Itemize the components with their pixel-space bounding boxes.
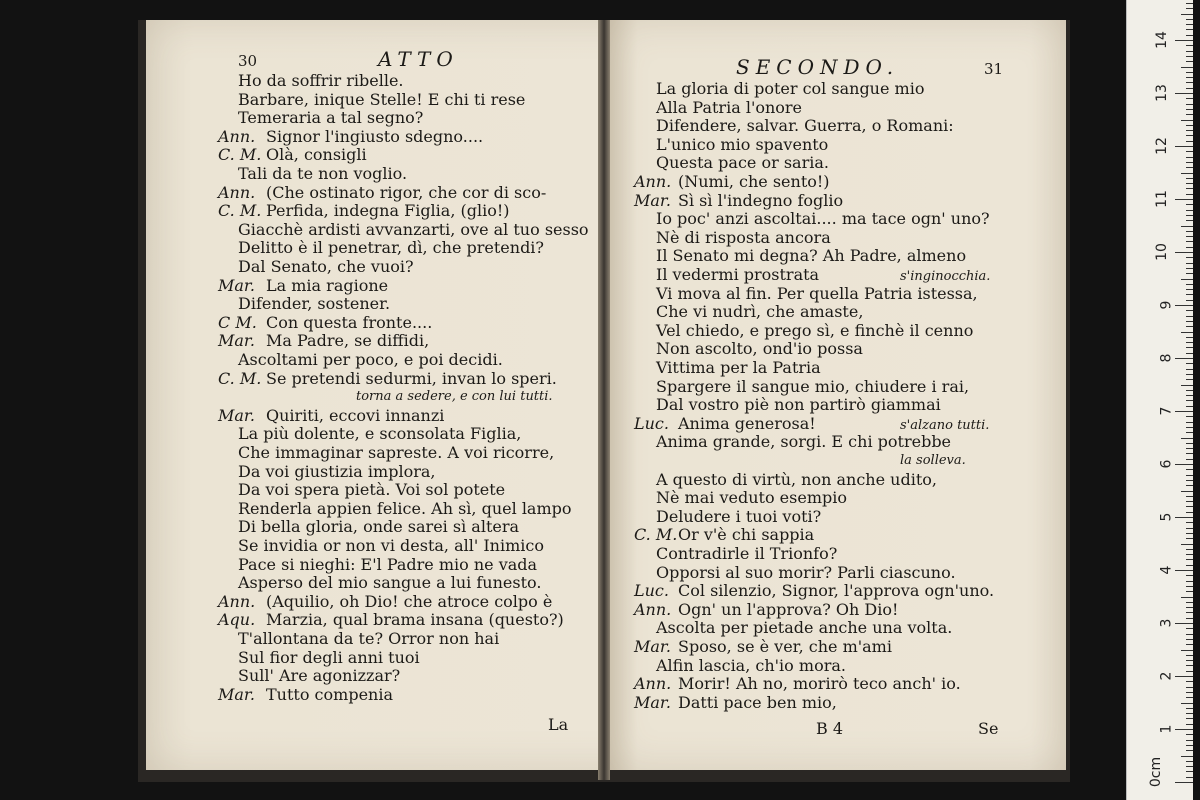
ruler-tick: [1186, 72, 1193, 73]
verse-line: Difender, sostener.: [238, 294, 391, 314]
verse-line: Di bella gloria, onde sarei sì altera: [238, 517, 520, 537]
ruler-tick: [1175, 252, 1193, 253]
verse-line: Il vedermi prostrata: [656, 265, 820, 284]
speaker-label: C. M.: [634, 525, 678, 545]
ruler-tick: [1186, 114, 1193, 115]
ruler-unit-label: 0cm: [1147, 756, 1164, 788]
ruler-tick: [1186, 665, 1193, 666]
speaker-label: C. M.: [218, 145, 262, 165]
ruler-tick: [1181, 544, 1193, 545]
ruler-tick: [1186, 475, 1193, 476]
verse-line: Che vi nudrì, che amaste,: [656, 302, 864, 322]
ruler-tick: [1186, 337, 1193, 338]
ruler-tick: [1186, 167, 1193, 168]
ruler-tick: [1175, 93, 1193, 94]
ruler-tick: [1186, 618, 1193, 619]
ruler-tick: [1186, 61, 1193, 62]
ruler-tick: [1186, 215, 1193, 216]
ruler-number: 3: [1158, 618, 1175, 628]
speaker-label: C. M.: [218, 201, 262, 221]
ruler-tick: [1186, 8, 1193, 9]
ruler-tick: [1186, 422, 1193, 423]
ruler-tick: [1186, 586, 1193, 587]
ruler-tick: [1186, 316, 1193, 317]
verse-line: Ho da soffrir ribelle.: [238, 71, 404, 90]
ruler-tick: [1186, 766, 1193, 767]
ruler-tick: [1186, 644, 1193, 645]
ruler-tick: [1186, 512, 1193, 513]
ruler-number: 7: [1158, 406, 1175, 416]
ruler-tick: [1186, 416, 1193, 417]
ruler-tick: [1186, 257, 1193, 258]
ruler-tick: [1175, 729, 1193, 730]
ruler-tick: [1186, 612, 1193, 613]
open-book: [138, 20, 1070, 782]
ruler-tick: [1186, 35, 1193, 36]
ruler-tick: [1186, 602, 1193, 603]
ruler-tick: [1186, 581, 1193, 582]
verse-line: La mia ragione: [266, 275, 389, 295]
ruler-tick: [1186, 432, 1193, 433]
speaker-label: Ann.: [218, 182, 256, 202]
ruler-tick: [1175, 411, 1193, 412]
verse-line: Alla Patria l'onore: [656, 97, 803, 117]
page-number: 30: [238, 52, 258, 70]
ruler-tick: [1186, 390, 1193, 391]
ruler-tick: [1181, 703, 1193, 704]
ruler-tick: [1186, 183, 1193, 184]
ruler-tick: [1186, 400, 1193, 401]
ruler-tick: [1186, 469, 1193, 470]
ruler-tick: [1186, 533, 1193, 534]
verse-line: A questo di virtù, non anche udito,: [656, 469, 937, 489]
speaker-label: Ann.: [218, 591, 256, 611]
ruler-tick: [1186, 459, 1193, 460]
ruler-tick: [1186, 740, 1193, 741]
ruler-tick: [1186, 273, 1193, 274]
ruler-number: 4: [1158, 565, 1175, 575]
ruler-number: 14: [1154, 31, 1171, 49]
verse-line: Pace si nieghi: E'l Padre mio ne vada: [238, 554, 538, 574]
verse-line: Sull' Are agonizzar?: [238, 666, 401, 686]
running-header: SECONDO.: [736, 55, 900, 79]
verse-line: Vittima per la Patria: [656, 358, 821, 377]
right-page: [610, 20, 1066, 770]
ruler-tick: [1186, 697, 1193, 698]
speaker-label: Luc.: [634, 581, 669, 601]
ruler-tick: [1181, 438, 1193, 439]
ruler-tick: [1175, 570, 1193, 571]
ruler-tick: [1186, 549, 1193, 550]
verse-line: Se pretendi sedurmi, invan lo speri.: [266, 368, 557, 388]
ruler-tick: [1186, 480, 1193, 481]
verse-line: Ascoltami per poco, e poi decidi.: [238, 350, 503, 369]
ruler-tick: [1186, 241, 1193, 242]
ruler-tick: [1175, 305, 1193, 306]
ruler-tick: [1181, 14, 1193, 15]
verse-line: Ogn' un l'approva? Oh Dio!: [678, 599, 899, 619]
ruler-tick: [1181, 650, 1193, 651]
ruler-tick: [1186, 3, 1193, 4]
ruler-tick: [1186, 761, 1193, 762]
verse-line: Giacchè ardisti avvanzarti, ove al tuo sesso: [238, 219, 589, 239]
ruler-tick: [1186, 29, 1193, 30]
verse-line: Da voi giustizia implora,: [238, 461, 436, 481]
verse-line: Vi mova al fin. Per quella Patria istessa,: [656, 283, 978, 303]
verse-line: Delitto è il penetrar, dì, che pretendi?: [238, 238, 544, 258]
speaker-label: Mar.: [634, 190, 671, 210]
ruler-tick: [1186, 247, 1193, 248]
ruler-tick: [1186, 88, 1193, 89]
verse-line: Marzia, qual brama insana (questo?): [266, 610, 564, 630]
ruler-tick: [1186, 692, 1193, 693]
ruler-tick: [1186, 310, 1193, 311]
ruler-tick: [1175, 146, 1193, 147]
verse-line: La gloria di poter col sangue mio: [656, 79, 925, 98]
ruler-tick: [1186, 263, 1193, 264]
verse-line: Nè di risposta ancora: [656, 227, 831, 247]
verse-line: Temeraria a tal segno?: [238, 108, 424, 128]
ruler-tick: [1175, 358, 1193, 359]
verse-line: Ascolta per pietade anche una volta.: [656, 618, 953, 638]
ruler-tick: [1186, 607, 1193, 608]
ruler-tick: [1186, 135, 1193, 136]
speaker-label: Mar.: [218, 684, 255, 704]
verse-line: Anima generosa!: [678, 413, 816, 433]
ruler-tick: [1186, 750, 1193, 751]
ruler-tick: [1186, 395, 1193, 396]
verse-line: Renderla appien felice. Ah sì, quel lampo: [238, 498, 572, 518]
speaker-label: C M.: [218, 312, 257, 332]
ruler-tick: [1186, 777, 1193, 778]
ruler-tick: [1181, 597, 1193, 598]
verse-line: Opporsi al suo morir? Parli ciascuno.: [656, 562, 956, 582]
ruler-tick: [1186, 369, 1193, 370]
ruler-tick: [1186, 141, 1193, 142]
ruler-tick: [1175, 40, 1193, 41]
ruler-tick: [1186, 687, 1193, 688]
ruler-number: 8: [1158, 353, 1175, 363]
speaker-label: Ann.: [634, 599, 672, 619]
ruler-tick: [1186, 554, 1193, 555]
ruler-number: 12: [1154, 137, 1171, 155]
ruler-tick: [1186, 453, 1193, 454]
ruler-tick: [1186, 443, 1193, 444]
ruler-tick: [1186, 559, 1193, 560]
ruler-tick: [1186, 363, 1193, 364]
ruler-tick: [1186, 321, 1193, 322]
ruler-tick: [1186, 496, 1193, 497]
verse-line: La più dolente, e sconsolata Figlia,: [238, 424, 522, 444]
ruler-number: 1: [1158, 724, 1175, 734]
verse-line: Dal vostro piè non partirò giammai: [656, 395, 941, 415]
ruler-number: 13: [1154, 84, 1171, 102]
verse-line: Alfin lascia, ch'io mora.: [656, 655, 846, 675]
ruler-tick: [1186, 671, 1193, 672]
ruler-tick: [1175, 782, 1193, 783]
verse-line: Olà, consigli: [266, 145, 367, 165]
verse-line: Quiriti, eccovi innanzi: [266, 405, 445, 425]
verse-line: T'allontana da te? Orror non hai: [238, 629, 500, 648]
ruler-tick: [1175, 676, 1193, 677]
ruler-tick: [1186, 724, 1193, 725]
ruler-tick: [1186, 713, 1193, 714]
verse-line: Questa pace or saria.: [656, 153, 829, 173]
ruler-tick: [1186, 565, 1193, 566]
verse-line: Da voi spera pietà. Voi sol potete: [238, 480, 506, 500]
stage-direction: torna a sedere, e con lui tutti.: [356, 389, 553, 405]
running-header: ATTO: [378, 47, 459, 71]
verse-line: Col silenzio, Signor, l'approva ogn'uno.: [678, 581, 995, 601]
catchword: Se: [978, 719, 999, 738]
ruler-tick: [1181, 756, 1193, 757]
speaker-label: Mar.: [218, 331, 255, 351]
ruler-tick: [1181, 385, 1193, 386]
ruler-tick: [1186, 660, 1193, 661]
ruler-tick: [1186, 771, 1193, 772]
verse-line: Tutto compenia: [266, 684, 393, 704]
page-number: 31: [984, 60, 1004, 78]
ruler-tick: [1186, 485, 1193, 486]
ruler-tick: [1186, 178, 1193, 179]
verse-line: Morir! Ah no, morirò teco anch' io.: [678, 674, 961, 694]
book-gutter: [598, 20, 610, 780]
ruler-number: 5: [1158, 512, 1175, 522]
ruler-tick: [1186, 51, 1193, 52]
ruler-tick: [1181, 120, 1193, 121]
verse-line: Che immaginar sapreste. A voi ricorre,: [238, 443, 555, 462]
ruler-tick: [1186, 45, 1193, 46]
ruler-tick: [1186, 522, 1193, 523]
ruler-tick: [1186, 220, 1193, 221]
speaker-label: Aqu.: [218, 610, 256, 630]
ruler-tick: [1181, 173, 1193, 174]
ruler-tick: [1186, 353, 1193, 354]
verse-line: Con questa fronte....: [266, 312, 433, 332]
ruler-tick: [1186, 77, 1193, 78]
verse-line: Sì sì l'indegno foglio: [678, 190, 844, 210]
ruler-tick: [1186, 82, 1193, 83]
ruler-tick: [1181, 67, 1193, 68]
speaker-label: Mar.: [218, 275, 255, 295]
ruler-number: 11: [1154, 190, 1171, 208]
verse-line: Anima grande, sorgi. E chi potrebbe: [656, 432, 952, 452]
ruler-tick: [1175, 623, 1193, 624]
verse-line: Sposo, se è ver, che m'ami: [678, 637, 892, 656]
ruler-tick: [1186, 19, 1193, 20]
signature-mark: B 4: [816, 719, 844, 738]
ruler-tick: [1181, 279, 1193, 280]
ruler-tick: [1175, 464, 1193, 465]
ruler-tick: [1186, 538, 1193, 539]
ruler-tick: [1186, 151, 1193, 152]
verse-line: Signor l'ingiusto sdegno....: [266, 126, 484, 146]
ruler-tick: [1186, 591, 1193, 592]
ruler-tick: [1186, 289, 1193, 290]
stage-direction: s'alzano tutti.: [900, 417, 990, 433]
speaker-label: C. M.: [218, 368, 262, 388]
verse-line: Perfida, indegna Figlia, (glio!): [266, 201, 510, 221]
verse-line: (Aquilio, oh Dio! che atroce colpo è: [266, 591, 553, 611]
ruler-tick: [1186, 379, 1193, 380]
ruler-tick: [1186, 294, 1193, 295]
verse-line: Vel chiedo, e prego sì, e finchè il cenno: [656, 320, 974, 340]
ruler-tick: [1186, 284, 1193, 285]
ruler-tick: [1186, 734, 1193, 735]
verse-line: Se invidia or non vi desta, all' Inimico: [238, 536, 544, 555]
verse-line: Difendere, salvar. Guerra, o Romani:: [656, 116, 954, 136]
verse-line: Or v'è chi sappia: [678, 525, 815, 545]
verse-line: Nè mai veduto esempio: [656, 488, 847, 508]
ruler-tick: [1181, 332, 1193, 333]
verse-line: (Numi, che sento!): [678, 172, 830, 191]
ruler-tick: [1186, 655, 1193, 656]
stage-direction: la solleva.: [900, 453, 966, 468]
ruler-tick: [1186, 109, 1193, 110]
ruler-tick: [1186, 162, 1193, 163]
ruler-tick: [1186, 506, 1193, 507]
verse-line: Tali da te non voglio.: [238, 164, 408, 183]
ruler-tick: [1186, 125, 1193, 126]
verse-line: Ma Padre, se diffidi,: [266, 331, 430, 351]
ruler-tick: [1186, 56, 1193, 57]
ruler-tick: [1186, 448, 1193, 449]
verse-line: (Che ostinato rigor, che cor di sco-: [266, 182, 547, 202]
verse-line: Il Senato mi degna? Ah Padre, almeno: [656, 246, 967, 266]
ruler-tick: [1186, 374, 1193, 375]
verse-line: Barbare, inique Stelle! E chi ti rese: [238, 89, 526, 109]
ruler-tick: [1181, 491, 1193, 492]
ruler-tick: [1186, 342, 1193, 343]
ruler-number: 6: [1158, 459, 1175, 469]
ruler-tick: [1186, 98, 1193, 99]
measuring-ruler: [1126, 0, 1193, 800]
ruler-tick: [1186, 628, 1193, 629]
ruler-tick: [1186, 188, 1193, 189]
ruler-tick: [1186, 231, 1193, 232]
ruler-tick: [1186, 210, 1193, 211]
ruler-tick: [1186, 236, 1193, 237]
verse-line: Deludere i tuoi voti?: [656, 506, 822, 526]
ruler-tick: [1186, 268, 1193, 269]
verse-line: Io poc' anzi ascoltai.... ma tace ogn' uno?: [656, 209, 990, 229]
ruler-tick: [1175, 517, 1193, 518]
ruler-tick: [1186, 300, 1193, 301]
ruler-tick: [1186, 194, 1193, 195]
ruler-tick: [1186, 326, 1193, 327]
ruler-tick: [1186, 634, 1193, 635]
verse-line: Dal Senato, che vuoi?: [238, 257, 414, 276]
ruler-tick: [1186, 157, 1193, 158]
verse-line: Non ascolto, ond'io possa: [656, 339, 863, 359]
ruler-tick: [1175, 199, 1193, 200]
ruler-tick: [1186, 708, 1193, 709]
ruler-tick: [1186, 575, 1193, 576]
ruler-tick: [1181, 226, 1193, 227]
speaker-label: Ann.: [634, 674, 672, 694]
speaker-label: Mar.: [634, 637, 671, 656]
ruler-tick: [1186, 745, 1193, 746]
verse-line: Asperso del mio sangue a lui funesto.: [238, 573, 542, 593]
ruler-tick: [1186, 204, 1193, 205]
speaker-label: Ann.: [218, 126, 256, 146]
verse-line: Contradirle il Trionfo?: [656, 544, 838, 563]
ruler-tick: [1186, 639, 1193, 640]
ruler-tick: [1186, 501, 1193, 502]
ruler-tick: [1186, 681, 1193, 682]
verse-line: Datti pace ben mio,: [678, 692, 837, 712]
verse-line: L'unico mio spavento: [656, 134, 829, 154]
ruler-tick: [1186, 24, 1193, 25]
speaker-label: Mar.: [634, 692, 671, 712]
speaker-label: Luc.: [634, 413, 669, 433]
speaker-label: Mar.: [218, 405, 255, 425]
ruler-tick: [1186, 347, 1193, 348]
speaker-label: Ann.: [634, 172, 672, 191]
ruler-tick: [1186, 718, 1193, 719]
catchword: La: [548, 715, 569, 734]
ruler-tick: [1186, 427, 1193, 428]
verse-line: Spargere il sangue mio, chiudere i rai,: [656, 376, 970, 396]
ruler-number: 2: [1158, 671, 1175, 681]
stage-direction: s'inginocchia.: [900, 269, 991, 284]
ruler-number: 9: [1158, 300, 1175, 310]
ruler-tick: [1186, 130, 1193, 131]
verse-line: Sul fior degli anni tuoi: [238, 647, 420, 667]
ruler-tick: [1186, 104, 1193, 105]
ruler-tick: [1186, 406, 1193, 407]
ruler-number: 10: [1154, 243, 1171, 261]
ruler-tick: [1186, 528, 1193, 529]
